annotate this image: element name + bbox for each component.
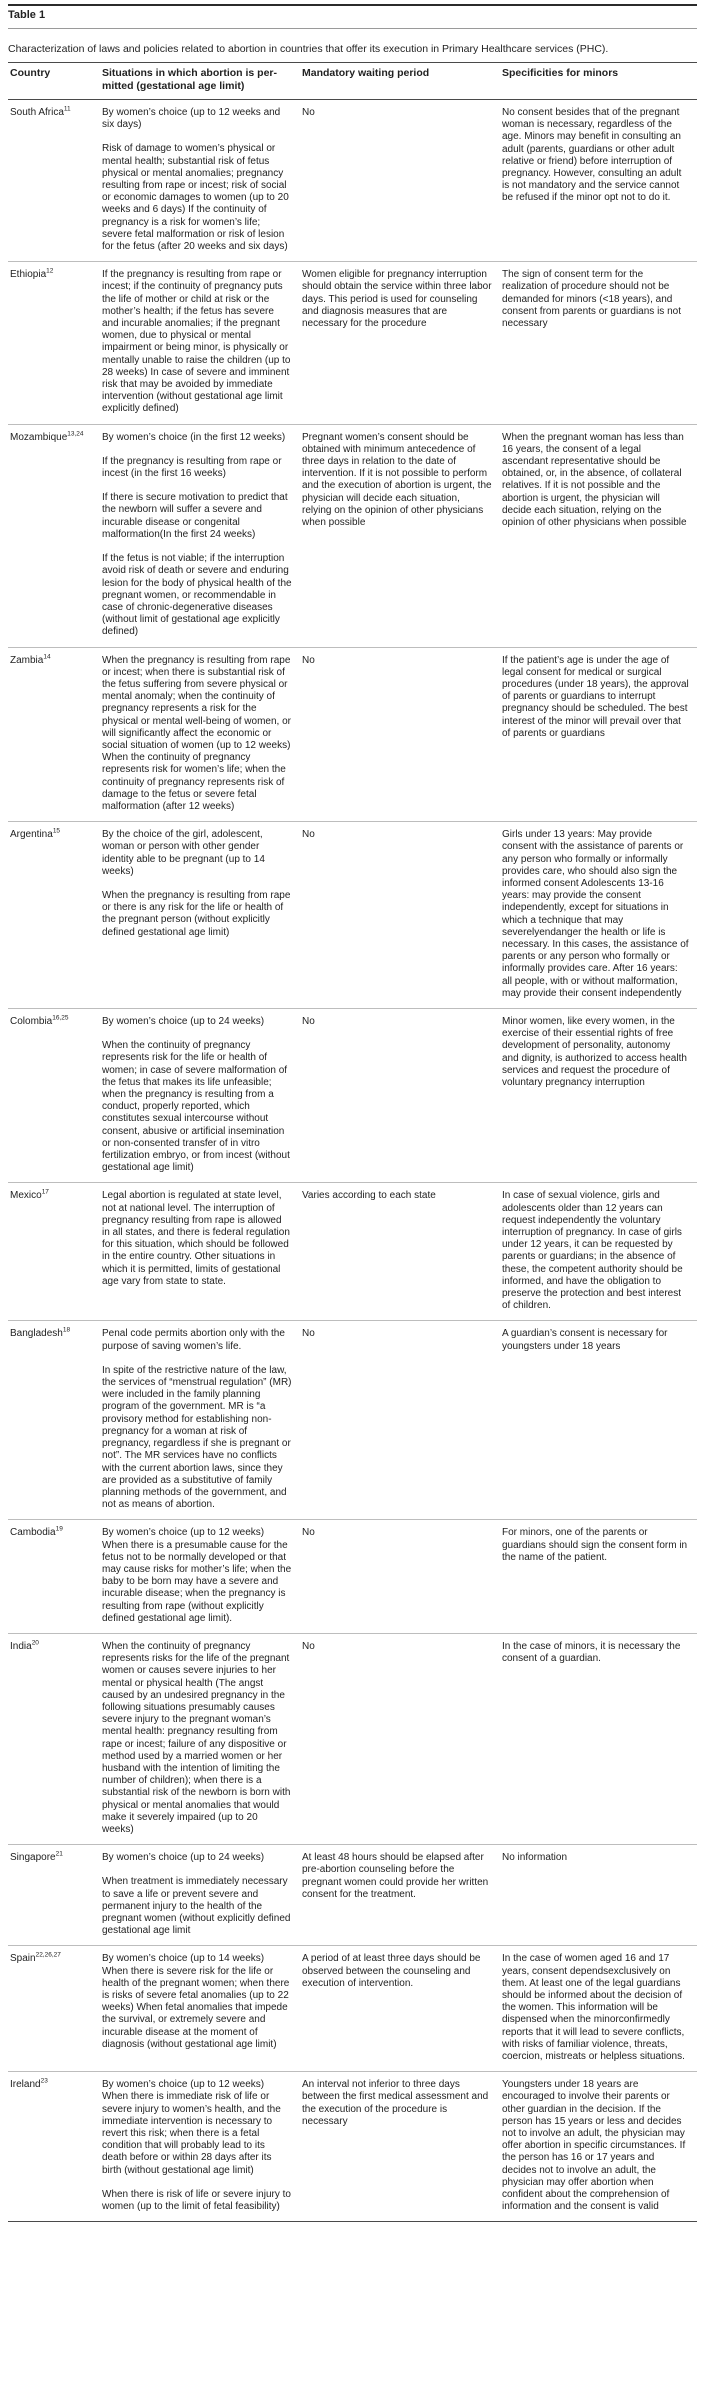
table-row <box>8 1633 697 1844</box>
country-name: Argentina <box>10 829 53 841</box>
situation-paragraph: By women’s choice (up to 24 weeks) <box>102 1016 265 1027</box>
situation-paragraph: When the pregnancy is resulting from rape or incest; when there is substantial risk of the fetus suffering from severe physical or mental anomaly; when the continuity of pregnancy represents a risk for the physical or mental well-being of women, or will significantly affect the economic or social situation of women (up to 12 weeks) When the continuity of pregnancy represents risk for women’s life; when the continuity of pregnancy represents risk of damage to the fetus or severe fetal malformation (after 12 weeks) <box>102 654 291 812</box>
cell-minors: In case of sexual violence, girls and adolescents older than 12 years can request independently the voluntary interruption of pregnancy. In case of girls under 12 years, it can be requested by parents or guardians; in the absence of these, the competent authority should be informed, and have the obligation to preserve the protection and best interest of children. <box>500 1183 697 1321</box>
table-row <box>8 2072 697 2222</box>
table-row <box>8 1520 697 1634</box>
situation-paragraph: By women’s choice (up to 12 weeks and six days) <box>102 107 281 131</box>
cell-waiting-period: No <box>300 1633 500 1844</box>
country-name: Bangladesh <box>10 1328 63 1340</box>
reference-marker: 21 <box>55 1850 63 1858</box>
cell-situations <box>100 100 300 262</box>
cell-waiting-period: No <box>300 822 500 1009</box>
situation-paragraph: When there is risk of life or severe injury to women (up to the limit of fetal feasibility) <box>102 2188 291 2213</box>
reference-marker: 17 <box>41 1189 49 1197</box>
cell-minors: For minors, one of the parents or guardians should sign the consent form in the name of the patient. <box>500 1520 697 1634</box>
cell-country <box>8 1009 100 1183</box>
cell-waiting-period: No <box>300 647 500 822</box>
cell-minors: Youngsters under 18 years are encouraged to involve their parents or other guardian in the decision. If the person has 15 years or less and decides not to involve an adult, the physician may offer abortion in specific circumstances. If the person has 16 or 17 years and decides not to involve an adult, the physician may offer abortion when confident about the comprehension of information and the consent is valid <box>500 2072 697 2222</box>
reference-marker: 19 <box>55 1525 63 1533</box>
table-row <box>8 1845 697 1946</box>
cell-situations <box>100 1946 300 2072</box>
table-body <box>8 100 697 2222</box>
header-country: Country <box>8 63 100 100</box>
cell-minors: No consent besides that of the pregnant woman is necessary, regardless of the age. Minors may benefit in consulting an adult (parents, guardians or other adult relative or friend) before interruption of pregnancy. However, consulting an adult is not mandatory and the service cannot be refused if the minor opt not to do it. <box>500 100 697 262</box>
country-name: Colombia <box>10 1016 53 1027</box>
situation-paragraph: By women’s choice (up to 24 weeks) <box>102 1852 265 1864</box>
situation-paragraph: If the pregnancy is resulting from rape or incest; if the continuity of pregnancy puts the life of mother or child at risk or the mother’s health; if the fetus has severe and incurable anomalies; if the pregnant women, due to physical or mental impairment or being minor, is physically or mentally unable to raise the children (up to 28 weeks) In case of severe and imminent risk that may be avoided by immediate intervention (without gestational age limit explicitly defined) <box>102 269 291 415</box>
country-name: Ethiopia <box>10 269 47 281</box>
situation-paragraph: Risk of damage to women’s physical or mental health; substantial risk of fetus physical or mental anomalies; pregnancy resulting from rape or incest; risk of social or economic damages to women (up to 20 weeks and 6 days) If the continuity of pregnancy is a risk for women’s life; severe fetal malformation or risk of lesion for the fetus (after 20 weeks and six days) <box>102 143 289 253</box>
cell-minors: In the case of minors, it is necessary the consent of a guardian. <box>500 1633 697 1844</box>
table-row <box>8 1183 697 1321</box>
reference-marker: 16,25 <box>52 1014 69 1022</box>
cell-country <box>8 1520 100 1634</box>
situation-paragraph: By the choice of the girl, adolescent, woman or person with other gender identity able to be pregnant (up to 14 weeks) <box>102 829 265 877</box>
country-name: India <box>10 1640 32 1652</box>
cell-situations <box>100 2072 300 2222</box>
table-row <box>8 1946 697 2072</box>
cell-country <box>8 647 100 822</box>
cell-waiting-period: Pregnant women’s consent should be obtained with minimum antecedence of three days in relation to the date of intervention. If it is not possible to perform and the execution of abortion is urgent, the physician will decide each situation, relying on the opinion of other physicians when possible <box>300 424 500 647</box>
cell-minors: Girls under 13 years: May provide consent with the assistance of parents or any person who formally or informally provides care, who should also sign the informed consent Adolescents 13-16 years: may provide the consent independently, except for situations in which a technique that may severelyendanger the health or life is necessary. In this cases, the assistance of parents or any person who formally or informally provides care. After 16 years: all people, with or without malformation, may provide their consent independently <box>500 822 697 1009</box>
cell-minors: If the patient’s age is under the age of legal consent for medical or surgical procedures (under 18 years), the approval of parents or guardians to interrupt pregnancy should be scheduled. The best interest of the minor will prevail over that of parents or guardians <box>500 647 697 822</box>
situation-paragraph: When the pregnancy is resulting from rape or there is any risk for the life or health of the pregnant person (without explicitly defined gestational age limit) <box>102 889 291 938</box>
country-name: Spain <box>10 1953 36 1965</box>
country-name: Mozambique <box>10 431 68 443</box>
reference-marker: 14 <box>43 653 51 661</box>
reference-marker: 11 <box>63 105 71 113</box>
header-situations: Situations in which abortion is per-mitted (gestational age limit) <box>100 63 300 100</box>
cell-waiting-period: Varies according to each state <box>300 1183 500 1321</box>
cell-waiting-period: No <box>300 100 500 262</box>
situation-paragraph: If the pregnancy is resulting from rape or incest (in the first 16 weeks) <box>102 455 282 480</box>
cell-country <box>8 2072 100 2222</box>
cell-situations <box>100 424 300 647</box>
situation-paragraph: When the continuity of pregnancy represents risk for the life or health of women; in case of severe malformation of the fetus that makes its life unfeasible; when the pregnancy is resulting from a conduct, properly reported, which constitutes sexual intercourse without consent, abusive or artificial insemination or non-consented transfer of in vitro fertilization embryo, or from incest (without gestational age limit) <box>102 1040 290 1174</box>
cell-waiting-period: No <box>300 1009 500 1183</box>
cell-minors: No information <box>500 1845 697 1946</box>
table-row <box>8 822 697 1009</box>
situation-paragraph: When treatment is immediately necessary to save a life or prevent severe and permanent injury to the health of the pregnant women (without explicitly defined gestational age limit <box>102 1876 291 1937</box>
cell-situations <box>100 1633 300 1844</box>
table-row <box>8 262 697 424</box>
cell-situations <box>100 1520 300 1634</box>
table-row <box>8 1321 697 1520</box>
cell-country <box>8 1946 100 2072</box>
cell-country <box>8 1321 100 1520</box>
reference-marker: 23 <box>40 2077 48 2085</box>
table-row <box>8 100 697 262</box>
country-name: Singapore <box>10 1852 56 1864</box>
reference-marker: 15 <box>52 827 61 835</box>
situation-paragraph: When the continuity of pregnancy represents risks for the life of the pregnant women or causes severe injuries to her mental or physical health (The angst caused by an undesired pregnancy in the following situations presumably causes severe injury to the pregnant woman’s mental health: pregnancy resulting from rape or incest; failure of any dispositive or method used by a married women or her husband with the intention of limiting the number of children); when there is a substantial risk of the newborn is born with physical or mental anomalies that would make it severely impaired (up to 20 weeks) <box>102 1640 291 1835</box>
cell-country <box>8 1633 100 1844</box>
situation-paragraph: By women’s choice (up to 12 weeks) When there is a presumable cause for the fetus not to be normally developed or that may cause risks for mother’s life; when the baby to be born may have a severe and incurable disease; when the pregnancy is resulting from rape (without explicitly defined gestational age limit). <box>102 1527 292 1624</box>
cell-waiting-period: An interval not inferior to three days between the first medical assessment and the execution of the procedure is necessary <box>300 2072 500 2222</box>
situation-paragraph: By women’s choice (up to 12 weeks) When there is immediate risk of life or severe injury to women’s health, and the immediate intervention is necessary to revert this risk; when there is a fetal condition that will probably lead to its death before or within 28 days after its birth (without gestational age limit) <box>102 2079 281 2176</box>
cell-country <box>8 822 100 1009</box>
reference-marker: 22,26,27 <box>35 1952 61 1960</box>
situation-paragraph: By women’s choice (in the first 12 weeks) <box>102 431 286 443</box>
abortion-laws-table <box>8 62 697 2222</box>
reference-marker: 18 <box>62 1327 71 1335</box>
cell-situations <box>100 262 300 424</box>
table-caption: Characterization of laws and policies related to abortion in countries that offer its execution in Primary Healthcare services (PHC). <box>8 43 609 55</box>
reference-marker: 12 <box>46 267 54 275</box>
country-name: South Africa <box>10 107 64 118</box>
header-row <box>8 63 697 100</box>
situation-paragraph: If the fetus is not viable; if the interruption avoid risk of death or severe and enduring lesion for the body of physical health of the pregnant women, or recommendable in case of chronic-degenerative diseases (without limit of gestational age explicitly defined) <box>102 553 292 638</box>
cell-waiting-period: At least 48 hours should be elapsed after pre-abortion counseling before the pregnant women could provide her written consent for the treatment. <box>300 1845 500 1946</box>
country-name: Ireland <box>10 2079 41 2091</box>
situation-paragraph: In spite of the restrictive nature of the law, the services of “menstrual regulation” (MR) were included in the family planning program of the government. MR is “a provisory method for establishing non-pregnancy for a woman at risk of pregnancy, regardless if she is pregnant or not”. The MR services have no conflicts with the current abortion laws, since they are provided as a substitutive of family planning methods of the government, and not as means of abortion. <box>102 1364 292 1511</box>
table-row <box>8 424 697 647</box>
cell-country <box>8 424 100 647</box>
reference-marker: 13,24 <box>67 430 84 438</box>
cell-waiting-period: No <box>300 1520 500 1634</box>
cell-situations <box>100 1009 300 1183</box>
cell-situations <box>100 1321 300 1520</box>
country-name: Mexico <box>10 1190 42 1202</box>
cell-country <box>8 1183 100 1321</box>
situation-paragraph: Penal code permits abortion only with the purpose of saving women’s life. <box>102 1328 285 1352</box>
cell-situations <box>100 1183 300 1321</box>
cell-minors: When the pregnant woman has less than 16 years, the consent of a legal ascendant representative should be obtained, or, in the absence, of collateral relatives. If it is not possible and the abortion is urgent, the physician will decide each situation, relying on the opinion of other physicians when possible <box>500 424 697 647</box>
cell-minors: The sign of consent term for the realization of procedure should not be demanded for minors (<18 years), and consent from parents or guardians is not necessary <box>500 262 697 424</box>
country-name: Cambodia <box>10 1527 56 1539</box>
cell-situations <box>100 647 300 822</box>
table-label: Table 1 <box>8 6 697 29</box>
table-row <box>8 647 697 822</box>
situation-paragraph: Legal abortion is regulated at state level, not at national level. The interruption of pregnancy resulting from rape is allowed in all states, and there is federal regulation for this situation, which should be followed in the entire country. Other situations in which it is permitted, limits of gestational age vary from state to state. <box>102 1190 290 1287</box>
cell-waiting-period: No <box>300 1321 500 1520</box>
cell-country <box>8 100 100 262</box>
situation-paragraph: By women’s choice (up to 14 weeks) When there is severe risk for the life or health of the pregnant women; when there is risks of severe fetal anomalies (up to 22 weeks) When fetal anomalies that impede the survival, or extremely severe and incurable disease at the moment of diagnosis (without gestational age limit) <box>102 1953 290 2050</box>
table-row <box>8 1009 697 1183</box>
cell-country <box>8 262 100 424</box>
header-waiting-period: Mandatory waiting period <box>300 63 500 100</box>
cell-situations <box>100 822 300 1009</box>
cell-country <box>8 1845 100 1946</box>
cell-minors: In the case of women aged 16 and 17 years, consent dependsexclusively on them. At least one of the legal guardians should be informed about the decision of the women. This information will be dispensed when the minorconfirmedly reports that it will lead to severe conflicts, with risks of familiar violence, threats, coercion, mistreats or helpless situations. <box>500 1946 697 2072</box>
cell-minors: A guardian’s consent is necessary for youngsters under 18 years <box>500 1321 697 1520</box>
cell-situations <box>100 1845 300 1946</box>
situation-paragraph: If there is secure motivation to predict that the newborn will suffer a severe and incurable disease or congenital malformation(In the first 24 weeks) <box>102 492 288 540</box>
header-minors: Specificities for minors <box>500 63 697 100</box>
cell-waiting-period: A period of at least three days should be observed between the counseling and execution of intervention. <box>300 1946 500 2072</box>
country-name: Zambia <box>10 654 44 666</box>
cell-minors: Minor women, like every women, in the exercise of their essential rights of free development of personality, autonomy and dignity, is authorized to access health services and request the procedure of voluntary pregnancy interruption <box>500 1009 697 1183</box>
cell-waiting-period: Women eligible for pregnancy interruption should obtain the service within three labor days. This period is used for counseling and diagnosis measures that are necessary for the procedure <box>300 262 500 424</box>
reference-marker: 20 <box>31 1639 39 1647</box>
